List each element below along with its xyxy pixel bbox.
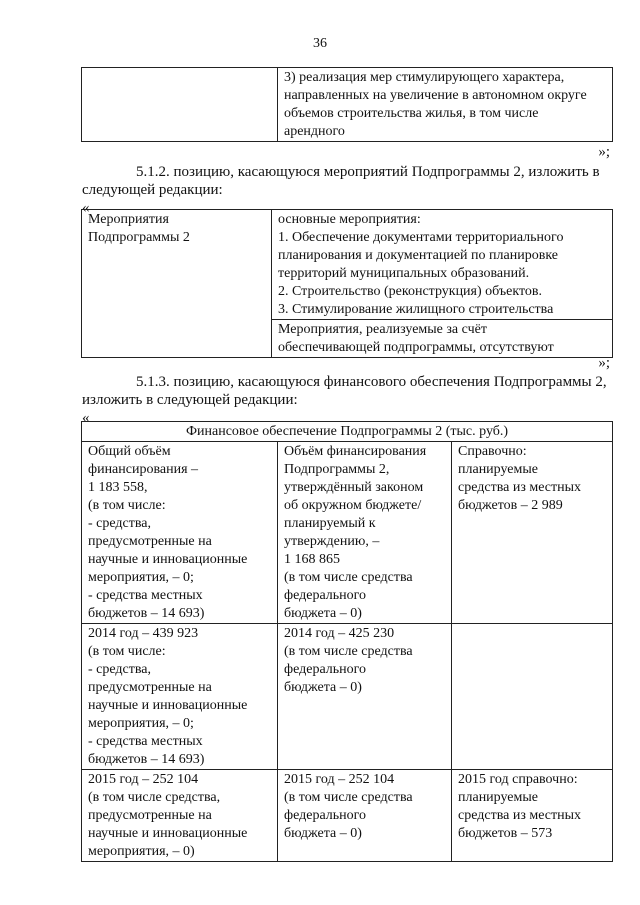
table-cell-2014-reference [452, 624, 613, 770]
table-cell-support-measures: Мероприятия, реализуемые за счёт обеспечивающей подпрограммы, отсутствуют [272, 320, 613, 358]
closing-quote: »; [598, 355, 610, 371]
paragraph-5-1-2-line2: следующей редакции: [82, 182, 223, 198]
table-cell-2015-approved: 2015 год – 252 104 (в том числе средства федерального бюджета – 0) [278, 770, 452, 862]
table-measures [81, 209, 613, 358]
closing-quote: »; [598, 144, 610, 160]
page-number: 36 [313, 36, 327, 51]
opening-quote: « [82, 410, 90, 426]
table-cell-2015-reference: 2015 год справочно: планируемые средства из местных бюджетов – 573 [452, 770, 613, 862]
table-cell-2014-approved: 2014 год – 425 230 (в том числе средства федерального бюджета – 0) [278, 624, 452, 770]
table-row [82, 770, 613, 862]
table-financing [81, 421, 613, 862]
table-cell-total: Общий объём финансирования – 1 183 558, (в том числе: - средства, предусмотренные на научные и инновационные мероприятия, – 0; - средства местных бюджетов – 14 693) [82, 442, 278, 624]
table-header-row [82, 422, 613, 442]
table-cell-empty [82, 68, 278, 142]
table-cell-main-measures: основные мероприятия: 1. Обеспечение документами территориального планирования и документацией по планировке территорий муниципальных образований. 2. Строительство (реконструкция) объектов. 3. Стимулирование жилищного строительства [272, 210, 613, 320]
table-row [82, 68, 613, 142]
table-row [82, 442, 613, 624]
paragraph-5-1-3-line1: 5.1.3. позицию, касающуюся финансового обеспечения Подпрограммы 2, [136, 374, 607, 390]
paragraph-5-1-3-line2: изложить в следующей редакции: [82, 392, 298, 408]
table-cell-2014: 2014 год – 439 923 (в том числе: - средства, предусмотренные на научные и инновационные мероприятия, – 0; - средства местных бюджетов – 14 693) [82, 624, 278, 770]
table-row [82, 624, 613, 770]
table-cell-measures-label: Мероприятия Подпрограммы 2 [82, 210, 272, 358]
table-continuation [81, 67, 613, 142]
table-cell-total-reference: Справочно: планируемые средства из местных бюджетов – 2 989 [452, 442, 613, 624]
table-cell-total-approved: Объём финансирования Подпрограммы 2, утверждённый законом об окружном бюджете/ планируемый к утверждению, – 1 168 865 (в том числе средства федерального бюджета – 0) [278, 442, 452, 624]
table-header: Финансовое обеспечение Подпрограммы 2 (тыс. руб.) [82, 422, 613, 442]
paragraph-5-1-2-line1: 5.1.2. позицию, касающуюся мероприятий Подпрограммы 2, изложить в [136, 164, 600, 180]
table-row [82, 210, 613, 320]
opening-quote: « [82, 200, 90, 216]
table-cell-2015: 2015 год – 252 104 (в том числе средства, предусмотренные на научные и инновационные мероприятия, – 0) [82, 770, 278, 862]
table-cell-measure-3: 3) реализация мер стимулирующего характера, направленных на увеличение в автономном округе объемов строительства жилья, в том числе арендного [278, 68, 613, 142]
